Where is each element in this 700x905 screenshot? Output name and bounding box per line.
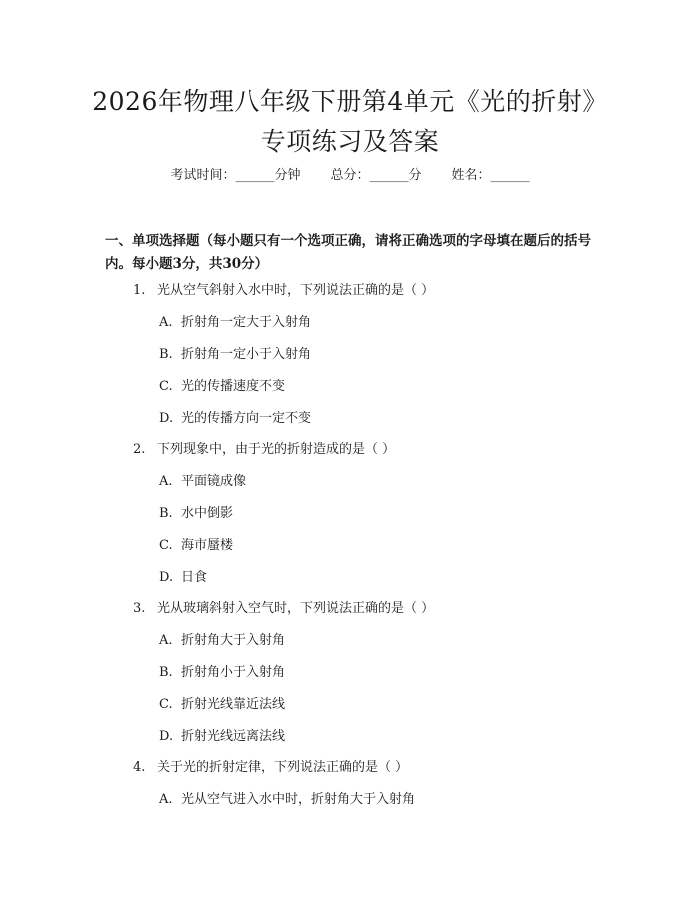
option-letter: B. (159, 347, 173, 362)
option-text: 光从空气进入水中时，折射角大于入射角 (181, 792, 416, 807)
option-letter: D. (159, 411, 174, 426)
option-letter: B. (159, 665, 173, 680)
question-number: 3. (133, 601, 146, 616)
question-3-option-d (159, 727, 285, 747)
question-2 (133, 440, 395, 460)
option-letter: A. (159, 474, 173, 489)
question-2-option-c (159, 536, 233, 556)
total-score-field: 总分：______分 (330, 168, 422, 183)
question-3-option-b (159, 663, 285, 683)
question-1 (133, 281, 434, 301)
option-text: 平面镜成像 (181, 474, 247, 489)
student-name-field: 姓名：______ (451, 168, 530, 183)
option-letter: D. (159, 570, 174, 585)
question-2-option-a (159, 472, 246, 492)
option-text: 水中倒影 (181, 506, 234, 521)
option-text: 日食 (181, 570, 208, 585)
question-text: 光从空气斜射入水中时，下列说法正确的是（ ） (157, 283, 435, 298)
option-text: 折射角一定小于入射角 (181, 347, 312, 362)
option-letter: B. (159, 506, 173, 521)
question-text: 关于光的折射定律，下列说法正确的是（ ） (157, 760, 409, 775)
question-4 (133, 758, 408, 778)
option-text: 折射角大于入射角 (181, 633, 286, 648)
option-text: 光的传播速度不变 (181, 379, 286, 394)
question-1-option-b (159, 345, 311, 365)
question-1-option-a (159, 313, 311, 333)
exam-info-line (0, 166, 700, 186)
option-letter: C. (159, 697, 173, 712)
section-heading: 一、单项选择题（每小题只有一个选项正确，请将正确选项的字母填在题后的括号内。每小题3分，共30分） (105, 233, 591, 272)
option-text: 折射光线远离法线 (181, 729, 286, 744)
question-4-option-a (159, 790, 415, 810)
option-letter: C. (159, 538, 173, 553)
question-2-option-d (159, 568, 207, 588)
question-text: 光从玻璃斜射入空气时，下列说法正确的是（ ） (157, 601, 435, 616)
question-number: 4. (133, 760, 146, 775)
question-3-option-c (159, 695, 285, 715)
option-text: 折射角一定大于入射角 (181, 315, 312, 330)
question-1-option-c (159, 377, 285, 397)
option-text: 折射角小于入射角 (181, 665, 286, 680)
option-letter: C. (159, 379, 173, 394)
option-text: 折射光线靠近法线 (181, 697, 286, 712)
question-number: 1. (133, 283, 146, 298)
exam-time-field: 考试时间：______分钟 (170, 168, 301, 183)
option-letter: A. (159, 792, 173, 807)
question-number: 2. (133, 442, 146, 457)
option-text: 海市蜃楼 (181, 538, 234, 553)
option-letter: A. (159, 315, 173, 330)
question-3-option-a (159, 631, 285, 651)
question-1-option-d (159, 409, 311, 429)
option-letter: A. (159, 633, 173, 648)
option-letter: D. (159, 729, 174, 744)
option-text: 光的传播方向一定不变 (181, 411, 312, 426)
question-text: 下列现象中，由于光的折射造成的是（ ） (157, 442, 396, 457)
question-2-option-b (159, 504, 233, 524)
document-title: 2026年物理八年级下册第4单元《光的折射》专项练习及答案 (92, 87, 608, 156)
question-3 (133, 599, 434, 619)
